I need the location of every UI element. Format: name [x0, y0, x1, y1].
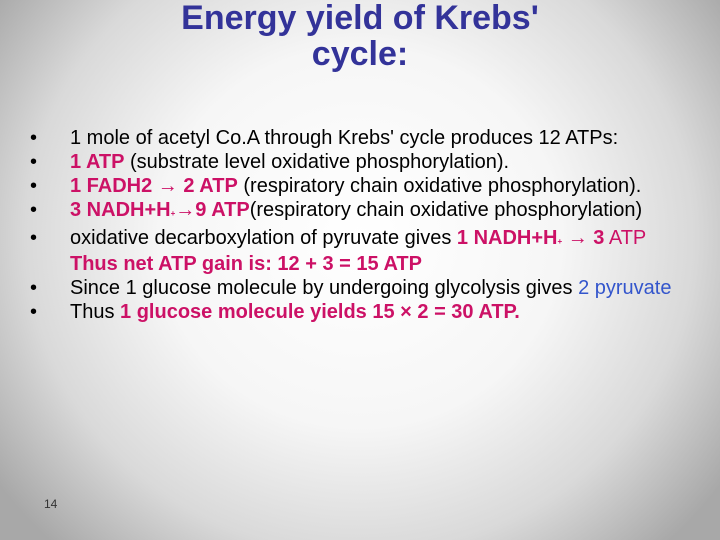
- bullet-arrow: →: [562, 227, 594, 249]
- title-line-2: cycle:: [311, 35, 409, 73]
- bullet-emphasis: 3: [593, 227, 605, 249]
- bullet-nadh: [30, 199, 690, 225]
- bullet-text: (respiratory chain oxidative phosphorylation).: [237, 175, 642, 197]
- bullet-highlight: 2 pyruvate: [578, 277, 672, 299]
- bullet-text: Since 1 glucose molecule by undergoing glycolysis gives: [70, 277, 579, 299]
- bullet-fadh2: [30, 175, 690, 197]
- bullet-emphasis: 1 glucose molecule yields 15 × 2 = 30 ATP.: [120, 301, 520, 323]
- slide-title: [60, 0, 660, 72]
- bullet-total-atp: [30, 301, 690, 323]
- bullet-text: (respiratory chain oxidative phosphorylation): [249, 199, 643, 221]
- bullet-substrate-level: [30, 151, 690, 173]
- bullet-pyruvate-decarboxylation: [30, 227, 690, 275]
- bullet-text: ATP: [604, 227, 646, 249]
- bullet-text: oxidative decarboxylation of pyruvate gives: [70, 227, 457, 249]
- bullet-emphasis: Thus net ATP gain is: 12 + 3 = 15 ATP: [70, 253, 422, 275]
- bullet-text: (substrate level oxidative phosphorylation).: [124, 151, 510, 173]
- bullet-text: 1 mole of acetyl Co.A through Krebs' cycle produces 12 ATPs:: [70, 127, 619, 149]
- slide-number: 14: [44, 497, 58, 511]
- bullet-acetyl-coa: [30, 127, 690, 149]
- title-line-1: Energy yield of Krebs': [181, 0, 539, 37]
- bullet-emphasis: →9 ATP: [175, 199, 250, 221]
- bullet-emphasis: 1 ATP: [70, 151, 125, 173]
- bullet-emphasis: 1 NADH+H: [456, 227, 558, 249]
- superscript-plus: +: [170, 209, 176, 218]
- bullet-glycolysis: [30, 277, 690, 299]
- bullet-emphasis: 3 NADH+H: [70, 199, 171, 221]
- bullet-list: [30, 127, 690, 325]
- bullet-emphasis: 1 FADH2 → 2 ATP: [70, 175, 238, 197]
- bullet-text: Thus: [70, 301, 121, 323]
- superscript-plus: +: [557, 237, 563, 246]
